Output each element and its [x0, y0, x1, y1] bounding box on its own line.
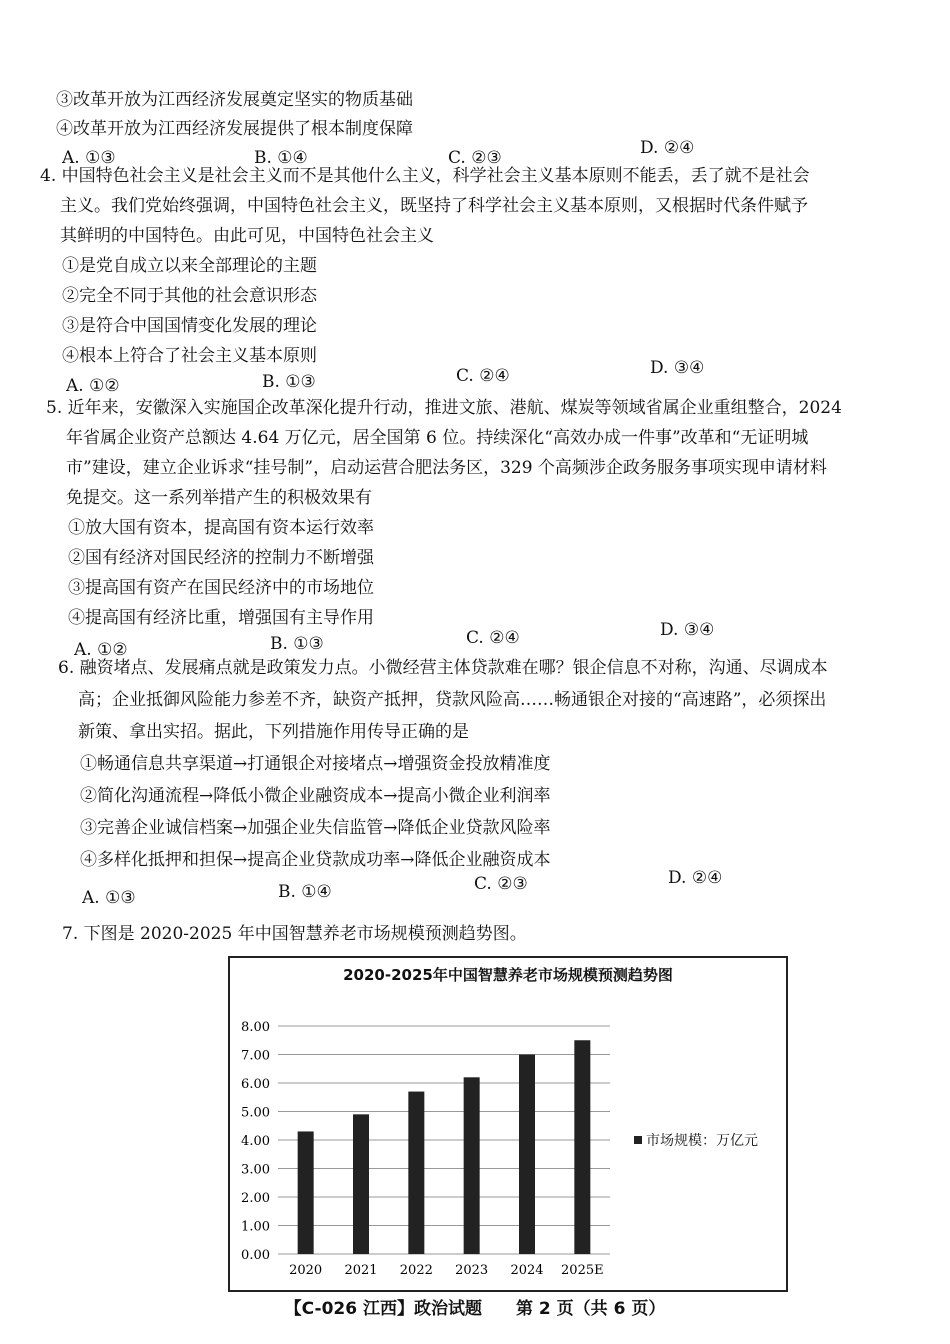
chart-title: 2020-2025年中国智慧养老市场规模预测趋势图 [343, 966, 673, 984]
q4-item-4: ④根本上符合了社会主义基本原则 [62, 346, 317, 366]
y-tick-label: 1.00 [241, 1219, 270, 1235]
bar-2023 [464, 1077, 480, 1254]
q5-item-1: ①放大国有资本，提高国有资本运行效率 [68, 518, 374, 538]
x-tick-label: 2023 [455, 1263, 489, 1278]
y-tick-label: 2.00 [241, 1191, 270, 1206]
q6-item-2: ②简化沟通流程→降低小微企业融资成本→提高小微企业利润率 [80, 786, 551, 806]
q5-option-a: A. ①② [74, 640, 128, 660]
chart-svg [230, 958, 786, 1290]
q5-option-d: D. ③④ [660, 620, 715, 640]
q6-item-4: ④多样化抵押和担保→提高企业贷款成功率→降低企业融资成本 [80, 850, 551, 870]
market-size-chart [228, 956, 788, 1292]
q4-option-a: A. ①② [66, 376, 120, 396]
bar-2024 [519, 1055, 535, 1255]
x-tick-label: 2024 [510, 1263, 544, 1278]
q3-item-3: ③改革开放为江西经济发展奠定坚实的物质基础 [56, 90, 413, 110]
q4-option-d: D. ③④ [650, 358, 705, 378]
y-tick-label: 8.00 [241, 1020, 270, 1035]
q5-stem-line-4: 免提交。这一系列举措产生的积极效果有 [66, 488, 372, 508]
y-tick-label: 0.00 [241, 1248, 270, 1263]
q6-item-3: ③完善企业诚信档案→加强企业失信监管→降低企业贷款风险率 [80, 818, 551, 838]
q4-item-1: ①是党自成立以来全部理论的主题 [62, 256, 317, 276]
bar-2025E [574, 1040, 590, 1254]
y-tick-label: 4.00 [241, 1134, 270, 1149]
q3-option-b: B. ①④ [254, 148, 308, 168]
y-tick-label: 6.00 [241, 1077, 270, 1092]
bar-2022 [408, 1092, 424, 1254]
q6-stem-line-1: 6. 融资堵点、发展痛点就是政策发力点。小微经营主体贷款难在哪？银企信息不对称，沟通、尽调成本 [58, 658, 828, 678]
q6-item-1: ①畅通信息共享渠道→打通银企对接堵点→增强资金投放精准度 [80, 754, 551, 774]
y-tick-label: 3.00 [241, 1162, 270, 1178]
q3-option-d: D. ②④ [640, 138, 695, 158]
q4-stem-line-1: 4. 中国特色社会主义是社会主义而不是其他什么主义，科学社会主义基本原则不能丢，丢了就不是社会 [40, 166, 810, 186]
q5-item-3: ③提高国有资产在国民经济中的市场地位 [68, 578, 374, 598]
chart-legend [634, 1130, 758, 1150]
page-footer: 【C-026 江西】政治试题 第 2 页（共 6 页） [284, 1299, 666, 1319]
q5-option-b: B. ①③ [270, 634, 324, 654]
bar-2020 [298, 1131, 314, 1254]
q4-stem-line-3: 其鲜明的中国特色。由此可见，中国特色社会主义 [60, 226, 434, 246]
q5-stem-line-3: 市”建设，建立企业诉求“挂号制”，启动运营合肥法务区，329 个高频涉企政务服务事项实现申请材料 [66, 458, 827, 478]
q3-item-4: ④改革开放为江西经济发展提供了根本制度保障 [56, 119, 413, 139]
q3-option-a: A. ①③ [62, 148, 116, 168]
q5-item-2: ②国有经济对国民经济的控制力不断增强 [68, 548, 374, 568]
q6-option-d: D. ②④ [668, 868, 723, 888]
q5-option-c: C. ②④ [466, 628, 520, 648]
q4-option-b: B. ①③ [262, 372, 316, 392]
q5-stem-line-1: 5. 近年来，安徽深入实施国企改革深化提升行动，推进文旅、港航、煤炭等领域省属企业重组整合，2024 [46, 398, 842, 418]
x-tick-label: 2022 [399, 1263, 433, 1278]
q4-option-c: C. ②④ [456, 366, 510, 386]
x-tick-label: 2020 [289, 1263, 323, 1278]
q6-option-b: B. ①④ [278, 882, 332, 902]
q6-stem-line-2: 高；企业抵御风险能力参差不齐，缺资产抵押，贷款风险高……畅通银企对接的“高速路”，必须探出 [78, 690, 827, 710]
q6-option-c: C. ②③ [474, 874, 528, 894]
q5-item-4: ④提高国有经济比重，增强国有主导作用 [68, 608, 374, 628]
q3-option-c: C. ②③ [448, 148, 502, 168]
bar-2021 [353, 1114, 369, 1254]
q5-stem-line-2: 年省属企业资产总额达 4.64 万亿元，居全国第 6 位。持续深化“高效办成一件事”改革和“无证明城 [66, 428, 809, 448]
q4-item-2: ②完全不同于其他的社会意识形态 [62, 286, 317, 306]
q4-stem-line-2: 主义。我们党始终强调，中国特色社会主义，既坚持了科学社会主义基本原则，又根据时代条件赋予 [60, 196, 808, 216]
q7-stem: 7. 下图是 2020-2025 年中国智慧养老市场规模预测趋势图。 [62, 924, 527, 944]
legend-label: 市场规模：万亿元 [646, 1133, 758, 1149]
legend-swatch [634, 1136, 642, 1144]
x-tick-label: 2021 [344, 1263, 378, 1278]
y-tick-label: 5.00 [241, 1105, 270, 1121]
x-tick-label: 2025E [561, 1263, 604, 1278]
q6-option-a: A. ①③ [82, 888, 136, 908]
y-tick-label: 7.00 [241, 1048, 270, 1064]
q4-item-3: ③是符合中国国情变化发展的理论 [62, 316, 317, 336]
q6-stem-line-3: 新策、拿出实招。据此，下列措施作用传导正确的是 [78, 722, 469, 742]
